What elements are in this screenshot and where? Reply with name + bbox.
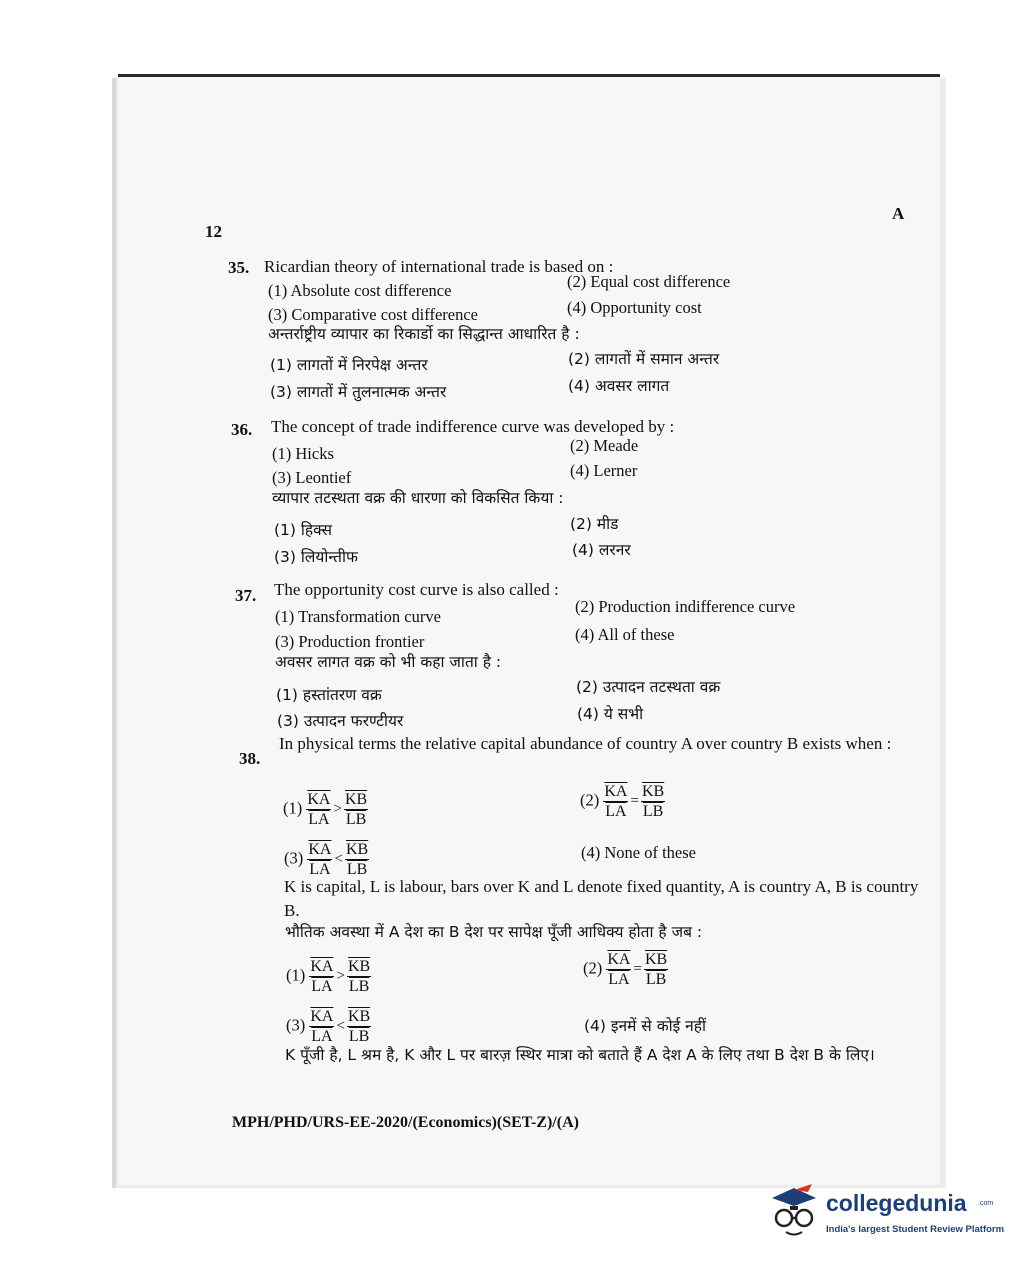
question-number: 36. (231, 420, 253, 439)
frac-num: $\overline{KA}$ (310, 958, 334, 975)
option-hi: (1) हिक्स (274, 521, 332, 539)
note-en: K is capital, L is labour, bars over K and L denote fixed quantity, A is country A, B is country B. (284, 877, 919, 920)
question-text-en: The concept of trade indifference curve was developed by : (271, 417, 675, 436)
frac-num: $\overline{KB}$ (345, 841, 369, 858)
relation: = (630, 793, 639, 809)
option-hi: (2) उत्पादन तटस्थता वक्र (576, 678, 721, 696)
frac-num: $\overline{KB}$ (347, 958, 371, 975)
frac-den: LB (345, 811, 367, 828)
frac-den: LA (311, 978, 333, 995)
option-hi: (4) ये सभी (577, 705, 644, 723)
question-text-hi: व्यापार तटस्थता वक्र की धारणा को विकसित किया : (272, 489, 564, 507)
option-hi: (2) मीड (570, 515, 619, 533)
question-text-en: Ricardian theory of international trade is based on : (264, 257, 614, 276)
frac-num: $\overline{KB}$ (347, 1008, 371, 1025)
option-hi: (4) लरनर (572, 541, 631, 559)
question-text-hi: भौतिक अवस्था में A देश का B देश पर सापेक्ष पूँजी आधिक्य होता है जब : (285, 923, 703, 941)
option-hi: (2) लागतों में समान अन्तर (568, 350, 720, 368)
frac-num: $\overline{KB}$ (644, 951, 668, 968)
option-label: (2) (583, 958, 603, 978)
option-label: (1) (286, 965, 306, 985)
frac-num: $\overline{KA}$ (310, 1008, 334, 1025)
frac-den: LA (308, 811, 330, 828)
option-en: (4) All of these (575, 625, 675, 644)
question-text-hi: अन्तर्राष्ट्रीय व्यापार का रिकार्डो का सिद्धान्त आधारित है : (268, 325, 580, 343)
relation: > (336, 968, 345, 984)
set-letter: A (892, 204, 905, 223)
frac-num: $\overline{KB}$ (641, 783, 665, 800)
frac-den: LB (642, 803, 664, 820)
relation: < (336, 1018, 345, 1034)
option-hi: (3) उत्पादन फरण्टीयर (277, 712, 404, 730)
frac-den: LB (348, 978, 370, 995)
frac-den: LA (309, 861, 331, 878)
option-label: (3) (286, 1015, 306, 1035)
question-number: 37. (235, 586, 257, 605)
frac-den: LB (346, 861, 368, 878)
option-en: (3) Production frontier (275, 632, 425, 651)
option-label: (2) (580, 790, 600, 810)
relation: < (334, 851, 343, 867)
logo-wordmark: collegedunia (826, 1190, 967, 1216)
frac-den: LA (605, 803, 627, 820)
frac-den: LB (348, 1028, 370, 1045)
frac-num: $\overline{KA}$ (307, 791, 331, 808)
option-en: (2) Production indifference curve (575, 597, 796, 616)
relation: > (333, 801, 342, 817)
option-fraction (286, 1007, 371, 1046)
option-en: (4) Lerner (570, 461, 638, 480)
option-fraction (286, 957, 371, 996)
option-hi: (4) अवसर लागत (568, 377, 670, 395)
option-en: (1) Transformation curve (275, 607, 441, 626)
mascot-icon (768, 1180, 824, 1242)
option-fraction (284, 840, 369, 879)
frac-num: $\overline{KA}$ (308, 841, 332, 858)
option-en: (2) Equal cost difference (567, 272, 731, 291)
logo-tagline: India's largest Student Review Platform (826, 1224, 1005, 1235)
frac-den: LB (645, 971, 667, 988)
option-hi: (4) इनमें से कोई नहीं (584, 1017, 707, 1035)
exam-page (118, 74, 940, 1185)
question-text-en: The opportunity cost curve is also called : (274, 580, 559, 599)
option-en: (1) Absolute cost difference (268, 281, 452, 300)
option-label: (1) (283, 798, 303, 818)
collegedunia-logo (768, 1180, 1005, 1244)
option-en: (4) Opportunity cost (567, 298, 702, 317)
question-text-en: In physical terms the relative capital abundance of country A over country B exists when : (279, 734, 892, 753)
logo-suffix: .com (978, 1200, 994, 1207)
option-fraction (580, 782, 665, 821)
question-number: 38. (239, 749, 261, 768)
option-en: (4) None of these (581, 843, 697, 862)
page-number: 12 (205, 222, 222, 241)
question-number: 35. (228, 258, 250, 277)
option-hi: (1) लागतों में निरपेक्ष अन्तर (270, 356, 428, 374)
frac-num: $\overline{KA}$ (604, 783, 628, 800)
page-footer-code: MPH/PHD/URS-EE-2020/(Economics)(SET-Z)/(A) (232, 1114, 579, 1131)
option-fraction (283, 790, 368, 829)
frac-num: $\overline{KA}$ (607, 951, 631, 968)
frac-num: $\overline{KB}$ (344, 791, 368, 808)
option-en: (2) Meade (570, 436, 639, 455)
frac-den: LA (608, 971, 630, 988)
note-hi: K पूँजी है, L श्रम है, K और L पर बारज़ स्थिर मात्रा को बताते हैं A देश A के लिए तथा B देश B के लिए। (285, 1046, 875, 1064)
relation: = (633, 961, 642, 977)
option-hi: (1) हस्तांतरण वक्र (276, 686, 382, 704)
option-fraction (583, 950, 668, 989)
frac-den: LA (311, 1028, 333, 1045)
option-en: (3) Leontief (272, 468, 352, 487)
option-hi: (3) लागतों में तुलनात्मक अन्तर (270, 383, 447, 401)
question-text-hi: अवसर लागत वक्र को भी कहा जाता है : (275, 653, 502, 671)
option-en: (3) Comparative cost difference (268, 305, 478, 324)
option-en: (1) Hicks (272, 444, 334, 463)
option-label: (3) (284, 848, 304, 868)
option-hi: (3) लियोन्तीफ (274, 548, 358, 566)
